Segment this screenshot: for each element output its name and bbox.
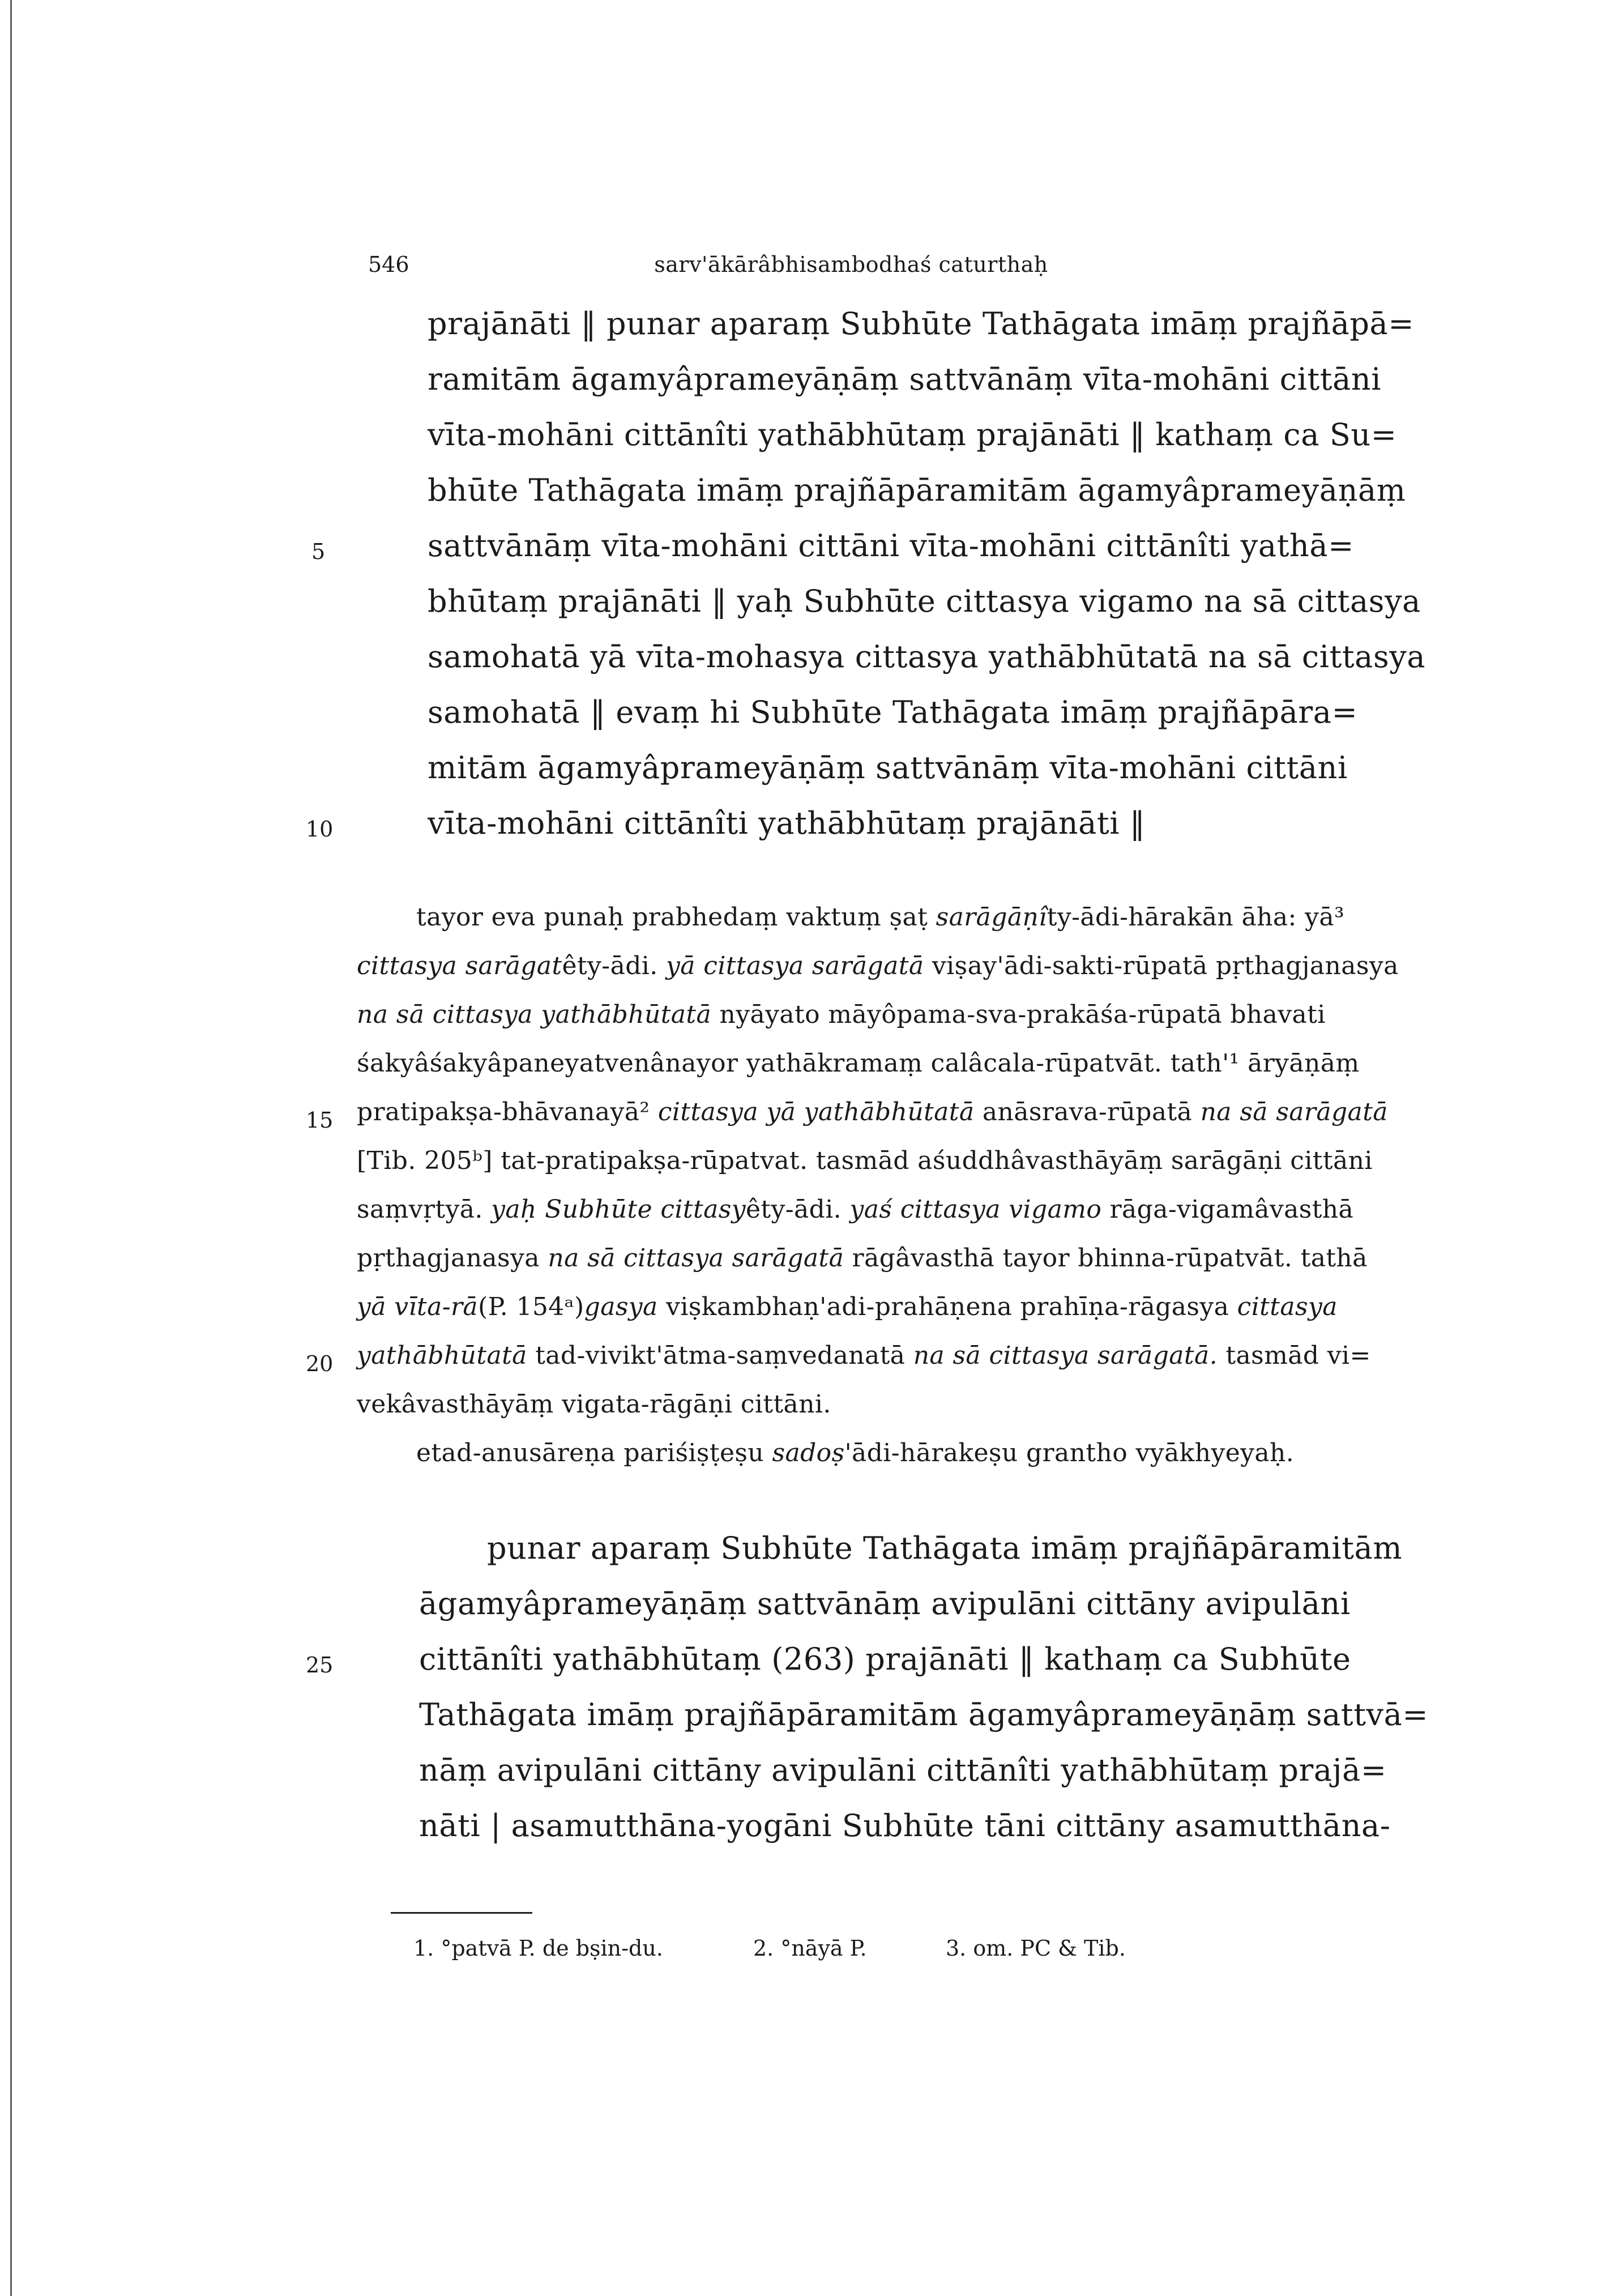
text-run: nyāyato māyôpama-sva-prakāśa-rūpatā bhavati xyxy=(711,1000,1326,1029)
text-run: saṃvṛtyā. xyxy=(357,1195,492,1224)
text-run: êty-ādi. xyxy=(562,951,667,980)
text-run: ty-ādi-hārakān āha: yā³ xyxy=(1047,903,1345,932)
italic-phrase: yathābhūtatā xyxy=(357,1341,527,1370)
page-number: 546 xyxy=(368,252,409,277)
footnote: 1. °patvā P. de bṣin-du. xyxy=(413,1936,663,1961)
text-line: prajānāti ‖ punar aparaṃ Subhūte Tathāgata imāṃ prajñāpā= xyxy=(428,306,1415,342)
text-line: Tathāgata imāṃ prajñāpāramitām āgamyâprameyāṇāṃ sattvā= xyxy=(419,1697,1429,1732)
text-line: samohatā yā vīta-mohasya cittasya yathābhūtatā na sā cittasya xyxy=(428,639,1426,675)
italic-phrase: na sā cittasya yathābhūtatā xyxy=(357,1000,712,1029)
commentary-line xyxy=(357,1098,1388,1126)
text-run: anāsrava-rūpatā xyxy=(974,1098,1201,1126)
text-line: mitām āgamyâprameyāṇāṃ sattvānāṃ vīta-mohāni cittāni xyxy=(428,750,1348,786)
text-line: bhūtaṃ prajānāti ‖ yaḥ Subhūte cittasya vigamo na sā cittasya xyxy=(428,583,1421,619)
italic-phrase: gasya xyxy=(584,1292,658,1321)
commentary-line xyxy=(416,903,1344,932)
italic-phrase: cittasya xyxy=(1237,1292,1338,1321)
footnote: 2. °nāyā P. xyxy=(753,1936,867,1961)
text-run: tasmād vi= xyxy=(1218,1341,1371,1370)
text-line: ramitām āgamyâprameyāṇāṃ sattvānāṃ vīta-mohāni cittāni xyxy=(428,361,1382,397)
italic-phrase: na sā sarāgatā xyxy=(1200,1098,1388,1126)
text-line: samohatā ‖ evaṃ hi Subhūte Tathāgata imāṃ prajñāpāra= xyxy=(428,694,1358,730)
italic-phrase: yaḥ Subhūte cittasy xyxy=(491,1195,746,1224)
line-number: 10 xyxy=(306,817,334,842)
text-run: êty-ādi. xyxy=(745,1195,850,1224)
text-run: pṛthagjanasya xyxy=(357,1244,548,1273)
commentary-line xyxy=(357,951,1399,980)
scan-edge xyxy=(10,0,12,2296)
italic-phrase: yaś cittasya vigamo xyxy=(849,1195,1102,1224)
text-run: rāga-vigamâvasthā xyxy=(1101,1195,1354,1224)
text-line: nāti | asamutthāna-yogāni Subhūte tāni cittāny asamutthāna- xyxy=(419,1808,1391,1843)
text-line: nāṃ avipulāni cittāny avipulāni cittānîti yathābhūtaṃ prajā= xyxy=(419,1752,1387,1788)
text-run: pratipakṣa-bhāvanayā² xyxy=(357,1098,658,1126)
text-run: viṣkambhaṇ'adi-prahāṇena prahīṇa-rāgasya xyxy=(657,1292,1237,1321)
text-line: bhūte Tathāgata imāṃ prajñāpāramitām āgamyâprameyāṇāṃ xyxy=(428,472,1406,508)
commentary-line xyxy=(357,1000,1326,1029)
italic-phrase: na sā cittasya sarāgatā. xyxy=(913,1341,1218,1370)
commentary-line xyxy=(357,1292,1338,1321)
commentary-line xyxy=(357,1341,1371,1370)
commentary-line xyxy=(357,1244,1368,1273)
italic-phrase: cittasya sarāgat xyxy=(357,951,562,980)
commentary-line xyxy=(357,1146,1373,1175)
text-run: tayor eva punaḥ prabhedaṃ vaktuṃ ṣaṭ xyxy=(416,903,936,932)
text-line: cittānîti yathābhūtaṃ (263) prajānāti ‖ kathaṃ ca Subhūte xyxy=(419,1641,1351,1677)
footnote-rule xyxy=(391,1912,532,1914)
text-run: viṣay'ādi-sakti-rūpatā pṛthagjanasya xyxy=(924,951,1399,980)
line-number: 15 xyxy=(306,1108,334,1133)
running-title: sarv'ākārâbhisambodhaś caturthaḥ xyxy=(654,252,1048,277)
line-number: 20 xyxy=(306,1351,334,1376)
text-run: etad-anusāreṇa pariśiṣṭeṣu xyxy=(416,1439,772,1467)
text-run: tad-vivikt'ātma-saṃvedanatā xyxy=(527,1341,913,1370)
text-run: rāgâvasthā tayor bhinna-rūpatvāt. tathā xyxy=(844,1244,1368,1273)
italic-phrase: yā cittasya sarāgatā xyxy=(666,951,924,980)
commentary-line xyxy=(416,1439,1294,1467)
commentary-line xyxy=(357,1049,1360,1078)
line-number: 25 xyxy=(306,1653,334,1678)
italic-phrase: sarāgāṇî xyxy=(936,903,1047,932)
italic-phrase: yā vīta-rā xyxy=(357,1292,479,1321)
text-run: (P. 154ᵃ) xyxy=(478,1292,584,1321)
text-run: vekâvasthāyāṃ vigata-rāgāṇi cittāni. xyxy=(357,1390,831,1419)
text-run: 'ādi-hārakeṣu grantho vyākhyeyaḥ. xyxy=(844,1439,1295,1467)
line-number: 5 xyxy=(311,539,326,564)
italic-phrase: na sā cittasya sarāgatā xyxy=(548,1244,844,1273)
text-line: punar aparaṃ Subhūte Tathāgata imāṃ prajñāpāramitām xyxy=(487,1530,1403,1566)
italic-phrase: cittasya yā yathābhūtatā xyxy=(657,1098,975,1126)
text-run: śakyâśakyâpaneyatvenânayor yathākramaṃ calâcala-rūpatvāt. tath'¹ āryāṇāṃ xyxy=(357,1049,1360,1078)
text-line: āgamyâprameyāṇāṃ sattvānāṃ avipulāni cittāny avipulāni xyxy=(419,1586,1351,1621)
footnote: 3. om. PC & Tib. xyxy=(946,1936,1126,1961)
text-line: vīta-mohāni cittānîti yathābhūtaṃ prajānāti ‖ kathaṃ ca Su= xyxy=(428,417,1397,453)
text-line: sattvānāṃ vīta-mohāni cittāni vīta-mohāni cittānîti yathā= xyxy=(428,528,1355,564)
text-line: vīta-mohāni cittānîti yathābhūtaṃ prajānāti ‖ xyxy=(428,805,1146,841)
italic-phrase: sadoṣ xyxy=(772,1439,845,1467)
text-run: [Tib. 205ᵇ] tat-pratipakṣa-rūpatvat. tasmād aśuddhâvasthāyāṃ sarāgāṇi cittāni xyxy=(357,1146,1373,1175)
commentary-line xyxy=(357,1390,831,1419)
commentary-line xyxy=(357,1195,1353,1224)
